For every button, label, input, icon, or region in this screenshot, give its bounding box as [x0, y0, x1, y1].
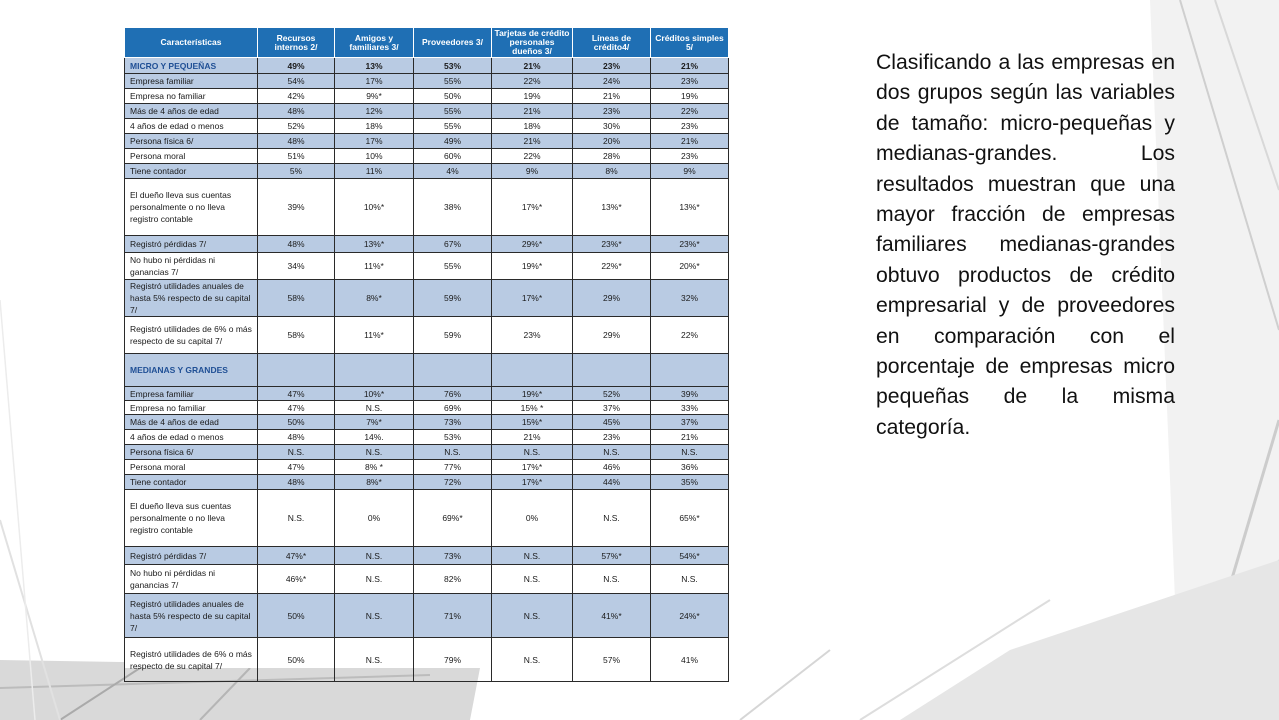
table-cell: 37% — [651, 415, 729, 430]
header-column: Recursos internos 2/ — [258, 28, 335, 58]
table-cell: 47% — [258, 401, 335, 415]
table-cell: 21% — [651, 430, 729, 445]
section-total-cell: 13% — [335, 58, 414, 74]
table-cell: 24% — [573, 74, 651, 89]
table-cell: 32% — [651, 280, 729, 317]
table-cell: 19% — [651, 89, 729, 104]
table-cell: 21% — [492, 134, 573, 149]
table-row — [125, 415, 729, 430]
section-total-cell — [573, 354, 651, 387]
table-cell: 39% — [258, 179, 335, 236]
table-cell: 37% — [573, 401, 651, 415]
row-label: Tiene contador — [125, 475, 258, 490]
section-total-cell: 21% — [651, 58, 729, 74]
table-cell: N.S. — [492, 445, 573, 460]
table-row — [125, 430, 729, 445]
table-header-row — [125, 28, 729, 58]
table-cell: 69% — [414, 401, 492, 415]
section-total-cell — [414, 354, 492, 387]
section-total-cell — [492, 354, 573, 387]
slide-body-text: Clasificando a las empresas en dos grupos según las variables de tamaño: micro-pequeñas y medianas-grandes. Los resultados muestran que una mayor fracción de empresas familiares medianas-grandes obtuvo productos de crédito empresarial y de proveedores en comparación con el porcentaje de empresas micro pequeñas de la misma categoría. — [876, 51, 1175, 439]
table-cell: 19% — [492, 89, 573, 104]
table-row — [125, 236, 729, 253]
table-cell: 23% — [573, 430, 651, 445]
table-row — [125, 134, 729, 149]
table-cell: 24%* — [651, 594, 729, 638]
table-cell: 47%* — [258, 547, 335, 565]
table-cell: 57% — [573, 638, 651, 682]
row-label: Empresa familiar — [125, 74, 258, 89]
table-cell: 54%* — [651, 547, 729, 565]
header-column: Tarjetas de crédito personales dueños 3/ — [492, 28, 573, 58]
table-cell: 17%* — [492, 179, 573, 236]
table-cell: 58% — [258, 317, 335, 354]
table-row — [125, 475, 729, 490]
section-total-cell — [651, 354, 729, 387]
table-row — [125, 119, 729, 134]
table-cell: 49% — [414, 134, 492, 149]
row-label: Registró utilidades anuales de hasta 5% respecto de su capital 7/ — [125, 280, 258, 317]
table-cell: 13%* — [335, 236, 414, 253]
table-row — [125, 565, 729, 594]
table-cell: 46% — [573, 460, 651, 475]
table-cell: 35% — [651, 475, 729, 490]
row-label: Registró utilidades anuales de hasta 5% respecto de su capital 7/ — [125, 594, 258, 638]
table-cell: 22% — [492, 74, 573, 89]
table-cell: N.S. — [335, 638, 414, 682]
row-label: Persona física 6/ — [125, 445, 258, 460]
table-cell: N.S. — [492, 547, 573, 565]
table-row — [125, 164, 729, 179]
table-row — [125, 401, 729, 415]
table-cell: 54% — [258, 74, 335, 89]
table-cell: 41%* — [573, 594, 651, 638]
table-cell: 59% — [414, 317, 492, 354]
table-cell: 57%* — [573, 547, 651, 565]
table-cell: N.S. — [335, 445, 414, 460]
row-label: 4 años de edad o menos — [125, 430, 258, 445]
table-cell: 55% — [414, 253, 492, 280]
row-label: Empresa no familiar — [125, 89, 258, 104]
table-row — [125, 387, 729, 401]
table-cell: 4% — [414, 164, 492, 179]
table-cell: 5% — [258, 164, 335, 179]
table-cell: 79% — [414, 638, 492, 682]
header-column: Líneas de crédito4/ — [573, 28, 651, 58]
header-column: Proveedores 3/ — [414, 28, 492, 58]
table-cell: 9% — [492, 164, 573, 179]
table-cell: 42% — [258, 89, 335, 104]
table-cell: 19%* — [492, 387, 573, 401]
table-cell: 11% — [335, 164, 414, 179]
row-label: 4 años de edad o menos — [125, 119, 258, 134]
table-cell: 50% — [258, 415, 335, 430]
table-cell: 17%* — [492, 475, 573, 490]
table-row — [125, 149, 729, 164]
table-cell: 30% — [573, 119, 651, 134]
table-cell: 50% — [258, 638, 335, 682]
table-cell: 8% — [573, 164, 651, 179]
table-cell: 22% — [651, 104, 729, 119]
row-label: Empresa no familiar — [125, 401, 258, 415]
table-cell: N.S. — [651, 445, 729, 460]
table-cell: 50% — [258, 594, 335, 638]
table-cell: 47% — [258, 460, 335, 475]
table-cell: 52% — [258, 119, 335, 134]
table-cell: 29% — [573, 317, 651, 354]
table-cell: 52% — [573, 387, 651, 401]
table-cell: 41% — [651, 638, 729, 682]
table-cell: N.S. — [573, 445, 651, 460]
table-cell: 11%* — [335, 253, 414, 280]
table-row — [125, 638, 729, 682]
table-row — [125, 253, 729, 280]
table-cell: 21% — [651, 134, 729, 149]
table-cell: N.S. — [414, 445, 492, 460]
row-label: Registró utilidades de 6% o más respecto de su capital 7/ — [125, 638, 258, 682]
table-cell: 39% — [651, 387, 729, 401]
row-label: Persona moral — [125, 460, 258, 475]
financing-table-image — [124, 27, 728, 671]
table-cell: 19%* — [492, 253, 573, 280]
header-column: Amigos y familiares 3/ — [335, 28, 414, 58]
table-cell: 17% — [335, 134, 414, 149]
section-title: MEDIANAS Y GRANDES — [125, 354, 258, 387]
table-cell: 23% — [573, 104, 651, 119]
table-row — [125, 104, 729, 119]
table-cell: N.S. — [335, 547, 414, 565]
row-label: Más de 4 años de edad — [125, 415, 258, 430]
table-cell: 45% — [573, 415, 651, 430]
section-row — [125, 58, 729, 74]
table-cell: 23% — [651, 74, 729, 89]
table-cell: 71% — [414, 594, 492, 638]
table-cell: 36% — [651, 460, 729, 475]
table-cell: 23% — [492, 317, 573, 354]
table-row — [125, 547, 729, 565]
table-row — [125, 179, 729, 236]
table-cell: 23%* — [651, 236, 729, 253]
table-cell: 33% — [651, 401, 729, 415]
table-cell: N.S. — [335, 594, 414, 638]
table-cell: 8%* — [335, 475, 414, 490]
table-cell: 48% — [258, 475, 335, 490]
table-cell: 17% — [335, 74, 414, 89]
table-cell: 28% — [573, 149, 651, 164]
header-column: Créditos simples 5/ — [651, 28, 729, 58]
table-cell: 21% — [492, 430, 573, 445]
table-cell: N.S. — [492, 638, 573, 682]
section-row — [125, 354, 729, 387]
table-row — [125, 594, 729, 638]
table-cell: 50% — [414, 89, 492, 104]
row-label: Empresa familiar — [125, 387, 258, 401]
section-total-cell: 49% — [258, 58, 335, 74]
table-cell: N.S. — [492, 594, 573, 638]
table-row — [125, 445, 729, 460]
table-cell: 23% — [651, 119, 729, 134]
table-cell: 65%* — [651, 490, 729, 547]
table-cell: 10% — [335, 149, 414, 164]
table-cell: 17%* — [492, 280, 573, 317]
table-cell: 0% — [335, 490, 414, 547]
table-cell: 51% — [258, 149, 335, 164]
table-cell: 22%* — [573, 253, 651, 280]
table-cell: 15% * — [492, 401, 573, 415]
section-total-cell: 23% — [573, 58, 651, 74]
table-cell: 8%* — [335, 280, 414, 317]
table-row — [125, 280, 729, 317]
table-row — [125, 490, 729, 547]
header-characteristics: Características — [125, 28, 258, 58]
section-title: MICRO Y PEQUEÑAS — [125, 58, 258, 74]
row-label: Persona física 6/ — [125, 134, 258, 149]
table-cell: 20%* — [651, 253, 729, 280]
table-cell: 14%. — [335, 430, 414, 445]
table-cell: 69%* — [414, 490, 492, 547]
section-total-cell — [335, 354, 414, 387]
table-cell: 46%* — [258, 565, 335, 594]
table-cell: 7%* — [335, 415, 414, 430]
table-cell: N.S. — [258, 490, 335, 547]
table-cell: 23% — [651, 149, 729, 164]
table-cell: 48% — [258, 236, 335, 253]
table-cell: 55% — [414, 119, 492, 134]
row-label: Más de 4 años de edad — [125, 104, 258, 119]
table-cell: 48% — [258, 134, 335, 149]
row-label: Registró pérdidas 7/ — [125, 236, 258, 253]
table-cell: 10%* — [335, 179, 414, 236]
row-label: Persona moral — [125, 149, 258, 164]
table-cell: 55% — [414, 104, 492, 119]
table-row — [125, 74, 729, 89]
table-cell: 77% — [414, 460, 492, 475]
section-total-cell: 21% — [492, 58, 573, 74]
table-cell: 15%* — [492, 415, 573, 430]
table-cell: 23%* — [573, 236, 651, 253]
table-cell: 55% — [414, 74, 492, 89]
row-label: El dueño lleva sus cuentas personalmente o no lleva registro contable — [125, 179, 258, 236]
table-cell: 22% — [651, 317, 729, 354]
table-cell: N.S. — [335, 401, 414, 415]
table-cell: 73% — [414, 415, 492, 430]
table-cell: 44% — [573, 475, 651, 490]
table-cell: 53% — [414, 430, 492, 445]
table-row — [125, 317, 729, 354]
table-cell: 73% — [414, 547, 492, 565]
table-cell: 8% * — [335, 460, 414, 475]
table-cell: 11%* — [335, 317, 414, 354]
row-label: No hubo ni pérdidas ni ganancias 7/ — [125, 253, 258, 280]
table-cell: 9%* — [335, 89, 414, 104]
table-cell: 60% — [414, 149, 492, 164]
table-cell: N.S. — [258, 445, 335, 460]
table-cell: 34% — [258, 253, 335, 280]
table-cell: N.S. — [651, 565, 729, 594]
table-cell: 12% — [335, 104, 414, 119]
table-cell: 58% — [258, 280, 335, 317]
table-cell: 82% — [414, 565, 492, 594]
table-cell: N.S. — [573, 490, 651, 547]
table-cell: 59% — [414, 280, 492, 317]
section-total-cell: 53% — [414, 58, 492, 74]
table-cell: 29% — [573, 280, 651, 317]
table-row — [125, 460, 729, 475]
table-cell: 48% — [258, 104, 335, 119]
table-cell: 13%* — [651, 179, 729, 236]
table-cell: 17%* — [492, 460, 573, 475]
row-label: No hubo ni pérdidas ni ganancias 7/ — [125, 565, 258, 594]
row-label: Registró pérdidas 7/ — [125, 547, 258, 565]
table-cell: 76% — [414, 387, 492, 401]
table-cell: 67% — [414, 236, 492, 253]
row-label: Tiene contador — [125, 164, 258, 179]
row-label: Registró utilidades de 6% o más respecto de su capital 7/ — [125, 317, 258, 354]
table-cell: 20% — [573, 134, 651, 149]
table-cell: N.S. — [492, 565, 573, 594]
table-cell: 18% — [492, 119, 573, 134]
table-cell: 21% — [573, 89, 651, 104]
table-cell: 0% — [492, 490, 573, 547]
table-cell: N.S. — [573, 565, 651, 594]
table-cell: 13%* — [573, 179, 651, 236]
table-cell: 22% — [492, 149, 573, 164]
table-cell: 38% — [414, 179, 492, 236]
section-total-cell — [258, 354, 335, 387]
table-cell: 72% — [414, 475, 492, 490]
row-label: El dueño lleva sus cuentas personalmente o no lleva registro contable — [125, 490, 258, 547]
table-cell: N.S. — [335, 565, 414, 594]
table-cell: 10%* — [335, 387, 414, 401]
table-cell: 18% — [335, 119, 414, 134]
table-row — [125, 89, 729, 104]
table-cell: 47% — [258, 387, 335, 401]
table-cell: 48% — [258, 430, 335, 445]
table-cell: 29%* — [492, 236, 573, 253]
financing-sources-table — [124, 27, 729, 682]
table-cell: 21% — [492, 104, 573, 119]
table-cell: 9% — [651, 164, 729, 179]
